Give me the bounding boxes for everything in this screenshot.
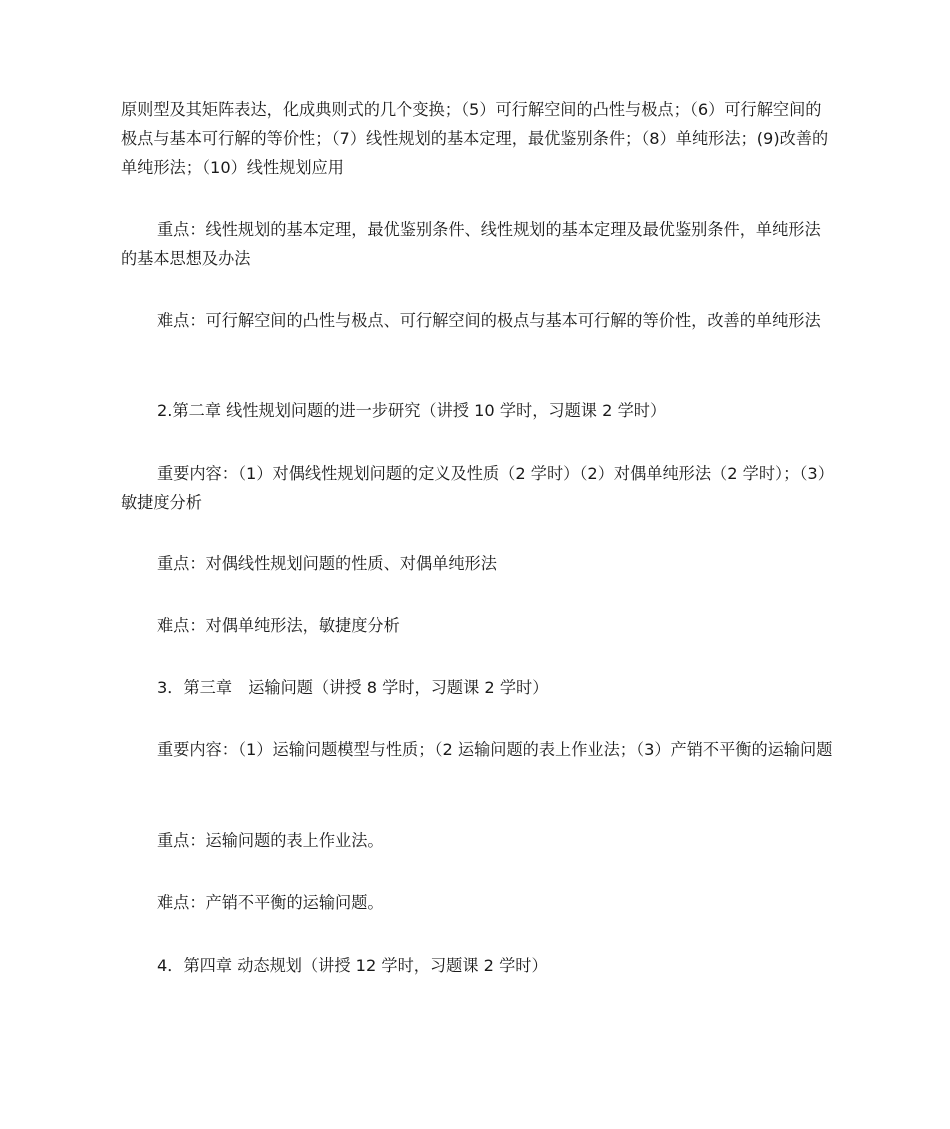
heading-chapter3: 3．第三章 运输问题（讲授 8 学时，习题课 2 学时） xyxy=(157,678,549,697)
paragraph-chapter1-key-points: 重点：线性规划的基本定理，最优鉴别条件、线性规划的基本定理及最优鉴别条件，单纯形法的基本思想及办法 xyxy=(121,220,821,268)
paragraph-chapter2-difficulties: 难点：对偶单纯形法，敏捷度分析 xyxy=(157,616,400,635)
paragraph-chapter2-key-points: 重点：对偶线性规划问题的性质、对偶单纯形法 xyxy=(157,554,497,573)
paragraph-chapter3-content: 重要内容：（1）运输问题模型与性质；（2 运输问题的表上作业法；（3）产销不平衡的运输问题 xyxy=(157,740,833,759)
heading-chapter2: 2.第二章 线性规划问题的进一步研究（讲授 10 学时，习题课 2 学时） xyxy=(157,401,667,420)
paragraph-chapter1-difficulties: 难点：可行解空间的凸性与极点、可行解空间的极点与基本可行解的等价性，改善的单纯形法 xyxy=(157,311,821,330)
paragraph-chapter2-content: 重要内容：（1）对偶线性规划问题的定义及性质（2 学时）（2）对偶单纯形法（2 学时）；（3）敏捷度分析 xyxy=(121,464,826,512)
heading-chapter4: 4．第四章 动态规划（讲授 12 学时，习题课 2 学时） xyxy=(157,956,548,975)
paragraph-chapter1-topics-continued: 原则型及其矩阵表达，化成典则式的几个变换；（5）可行解空间的凸性与极点；（6）可行解空间的极点与基本可行解的等价性；（7）线性规划的基本定理，最优鉴别条件；（8）单纯形法；(9)改善的单纯形法；（10）线性规划应用 xyxy=(121,100,829,177)
paragraph-chapter3-key-points: 重点：运输问题的表上作业法。 xyxy=(157,831,384,850)
paragraph-chapter3-difficulties: 难点：产销不平衡的运输问题。 xyxy=(157,893,384,912)
